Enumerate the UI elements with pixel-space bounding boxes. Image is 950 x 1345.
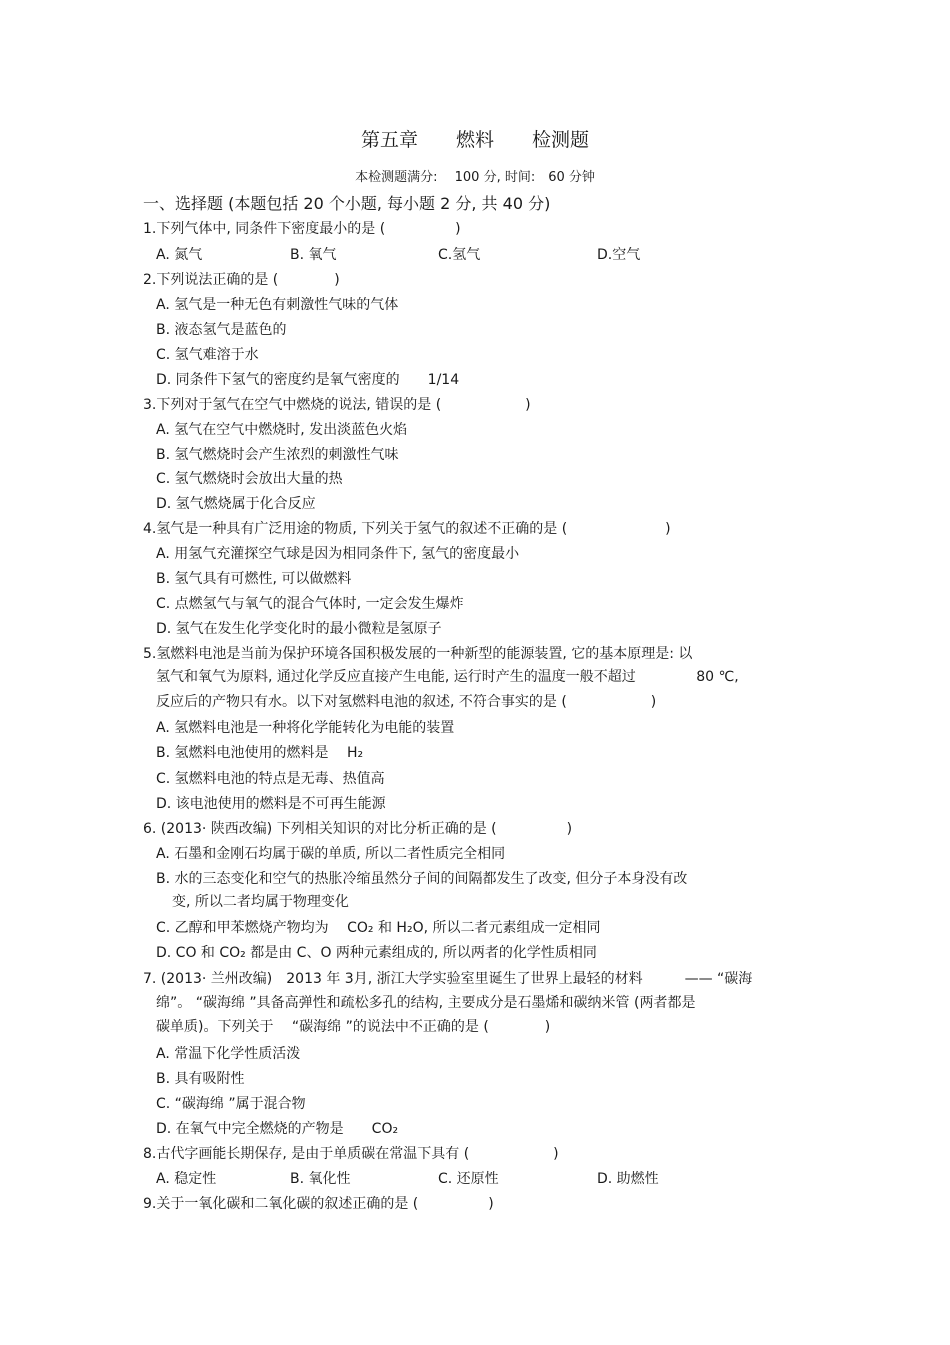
question-8-option-d: D. 助燃性 — [597, 1171, 659, 1187]
question-7-option-a: A. 常温下化学性质活泼 — [156, 1046, 301, 1062]
question-6-option-c: C. 乙醇和甲苯燃烧产物均为 CO₂ 和 H₂O, 所以二者元素组成一定相同 — [156, 920, 601, 936]
question-5-stem-line1: 5.氢燃料电池是当前为保护环境各国积极发展的一种新型的能源装置, 它的基本原理是: 以 — [143, 646, 693, 662]
question-6-option-a: A. 石墨和金刚石均属于碳的单质, 所以二者性质完全相同 — [156, 846, 506, 862]
question-1-option-a: A. 氮气 — [156, 247, 203, 263]
question-3-option-d: D. 氢气燃烧属于化合反应 — [156, 496, 316, 512]
page-title: 第五章 燃料 检测题 — [360, 129, 589, 151]
question-7-stem-line2: 绵”。 “碳海绵 ”具备高弹性和疏松多孔的结构, 主要成分是石墨烯和碳纳米管 (两者都是 — [156, 995, 696, 1011]
question-6-option-d: D. CO 和 CO₂ 都是由 C、O 两种元素组成的, 所以两者的化学性质相同 — [156, 945, 597, 961]
question-2-option-a: A. 氢气是一种无色有刺激性气味的气体 — [156, 297, 399, 313]
question-1-stem: 1.下列气体中, 同条件下密度最小的是 ( ) — [143, 221, 461, 237]
question-7-option-b: B. 具有吸附性 — [156, 1071, 245, 1087]
question-8-option-b: B. 氧化性 — [290, 1171, 351, 1187]
question-9-stem: 9.关于一氧化碳和二氧化碳的叙述正确的是 ( ) — [143, 1196, 494, 1212]
question-7-stem-line3: 碳单质)。下列关于 “碳海绵 ”的说法中不正确的是 ( ) — [156, 1019, 551, 1035]
question-2-option-c: C. 氢气难溶于水 — [156, 347, 259, 363]
question-3-option-b: B. 氢气燃烧时会产生浓烈的刺激性气味 — [156, 447, 399, 463]
question-4-stem: 4.氢气是一种具有广泛用途的物质, 下列关于氢气的叙述不正确的是 ( ) — [143, 521, 671, 537]
section-heading: 一、选择题 (本题包括 20 个小题, 每小题 2 分, 共 40 分) — [143, 194, 551, 213]
question-5-stem-line3: 反应后的产物只有水。以下对氢燃料电池的叙述, 不符合事实的是 ( ) — [156, 694, 657, 710]
question-3-option-a: A. 氢气在空气中燃烧时, 发出淡蓝色火焰 — [156, 422, 408, 438]
question-5-option-a: A. 氢燃料电池是一种将化学能转化为电能的装置 — [156, 720, 455, 736]
question-4-option-c: C. 点燃氢气与氧气的混合气体时, 一定会发生爆炸 — [156, 596, 464, 612]
question-6-option-b-line2: 变, 所以二者均属于物理变化 — [172, 894, 349, 910]
question-4-option-b: B. 氢气具有可燃性, 可以做燃料 — [156, 571, 352, 587]
question-3-stem: 3.下列对于氢气在空气中燃烧的说法, 错误的是 ( ) — [143, 397, 531, 413]
question-7-stem-line1: 7. (2013· 兰州改编) 2013 年 3月, 浙江大学实验室里诞生了世界上最轻的材料 —— “碳海 — [143, 971, 753, 987]
question-8-option-a: A. 稳定性 — [156, 1171, 217, 1187]
question-7-option-d: D. 在氧气中完全燃烧的产物是 CO₂ — [156, 1121, 399, 1137]
question-8-option-c: C. 还原性 — [438, 1171, 499, 1187]
exam-info: 本检测题满分: 100 分, 时间: 60 分钟 — [355, 170, 595, 185]
question-8-stem: 8.古代字画能长期保存, 是由于单质碳在常温下具有 ( ) — [143, 1146, 559, 1162]
question-2-stem: 2.下列说法正确的是 ( ) — [143, 272, 340, 288]
question-1-option-b: B. 氧气 — [290, 247, 337, 263]
question-2-option-b: B. 液态氢气是蓝色的 — [156, 322, 287, 338]
question-2-option-d: D. 同条件下氢气的密度约是氧气密度的 1/14 — [156, 372, 460, 388]
question-5-option-d: D. 该电池使用的燃料是不可再生能源 — [156, 796, 386, 812]
question-1-option-d: D.空气 — [597, 247, 641, 263]
question-4-option-d: D. 氢气在发生化学变化时的最小微粒是氢原子 — [156, 621, 442, 637]
question-5-option-c: C. 氢燃料电池的特点是无毒、热值高 — [156, 771, 385, 787]
question-3-option-c: C. 氢气燃烧时会放出大量的热 — [156, 471, 343, 487]
question-7-option-c: C. “碳海绵 ”属于混合物 — [156, 1096, 306, 1112]
question-5-stem-line2: 氢气和氧气为原料, 通过化学反应直接产生电能, 运行时产生的温度一般不超过 80 ℃, — [156, 669, 739, 685]
question-6-stem: 6. (2013· 陕西改编) 下列相关知识的对比分析正确的是 ( ) — [143, 821, 573, 837]
question-5-option-b: B. 氢燃料电池使用的燃料是 H₂ — [156, 745, 364, 761]
question-4-option-a: A. 用氢气充灌探空气球是因为相同条件下, 氢气的密度最小 — [156, 546, 520, 562]
question-6-option-b-line1: B. 水的三态变化和空气的热胀冷缩虽然分子间的间隔都发生了改变, 但分子本身没有改 — [156, 871, 688, 887]
question-1-option-c: C.氢气 — [438, 247, 481, 263]
